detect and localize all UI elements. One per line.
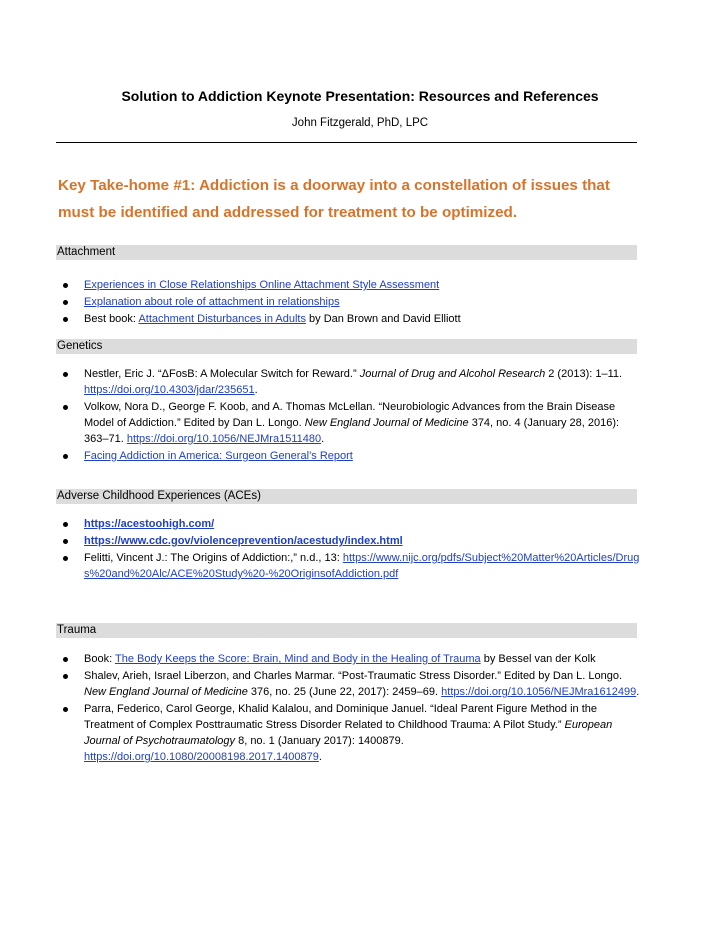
best-book-suffix: by Dan Brown and David Elliott	[305, 313, 461, 325]
aces-list	[56, 516, 640, 583]
list-item	[56, 277, 640, 293]
list-item	[56, 448, 640, 464]
trauma-list	[56, 651, 640, 766]
ecr-assessment-link[interactable]: Experiences in Close Relationships Online Attachment Style Assessment	[84, 279, 440, 291]
felitti-pdf-link[interactable]: https://www.nijc.org/pdfs/Subject%20Matter%20Articles/Drugs%20and%20Alc/ACE%20Study%20-%20OriginsofAddiction.pdf	[84, 552, 640, 580]
parra-journal: European Journal of Psychotraumatology	[84, 719, 613, 747]
list-item: Nestler, Eric J. “ΔFosB: A Molecular Switch for Reward.” Journal of Drug and Alcohol Research 2 (2013): 1–11. https://doi.org/10.4303/jdar/235651.	[56, 366, 640, 398]
felitti-citation: Felitti, Vincent J.: The Origins of Addiction:,” n.d., 13:	[84, 552, 343, 564]
attachment-list	[56, 277, 640, 328]
nestler-citation-tail: 2 (2013): 1–11.	[545, 368, 623, 380]
list-item	[56, 550, 640, 582]
shalev-journal: New England Journal of Medicine	[84, 686, 248, 698]
cdc-ace-study-link[interactable]: https://www.cdc.gov/violenceprevention/acestudy/index.html	[84, 535, 403, 547]
nestler-journal: Journal of Drug and Alcohol Research	[359, 368, 546, 380]
nestler-doi-link[interactable]: https://doi.org/10.4303/jdar/235651	[84, 384, 255, 396]
section-heading-trauma: Trauma	[56, 623, 637, 638]
document-title: Solution to Addiction Keynote Presentation: Resources and References	[121, 88, 599, 104]
parra-doi-link[interactable]: https://doi.org/10.1080/20008198.2017.1400879	[84, 751, 319, 763]
trauma-book-suffix: by Bessel van der Kolk	[480, 653, 596, 665]
list-item	[56, 516, 640, 532]
trauma-book-prefix: Book:	[84, 653, 115, 665]
nestler-citation: Nestler, Eric J. “ΔFosB: A Molecular Switch for Reward.”	[84, 368, 360, 380]
volkow-citation: Volkow, Nora D., George F. Koob, and A. Thomas McLellan. “Neurobiologic Advances from the Brain Disease Model of Addiction.” Edited by Dan L. Longo.	[84, 401, 616, 429]
list-item	[56, 294, 640, 310]
section-heading-attachment: Attachment	[56, 245, 637, 260]
volkow-doi-link[interactable]: https://doi.org/10.1056/NEJMra1511480	[126, 433, 322, 445]
shalev-citation: Shalev, Arieh, Israel Liberzon, and Charles Marmar. “Post-Traumatic Stress Disorder.” Edited by Dan L. Longo.	[84, 670, 623, 682]
list-item	[56, 651, 640, 667]
surgeon-general-report-link[interactable]: Facing Addiction in America: Surgeon General’s Report	[84, 450, 353, 462]
takehome-heading: Key Take-home #1: Addiction is a doorway into a constellation of issues that must be identified and addressed for treatment to be optimized.	[58, 177, 610, 221]
parra-citation: Parra, Federico, Carol George, Khalid Kalalou, and Dominique Januel. “Ideal Parent Figure Method in the Treatment of Complex Posttraumatic Stress Disorder Related to Childhood Trauma: A Pilot Study.”	[84, 703, 598, 731]
list-item: Volkow, Nora D., George F. Koob, and A. Thomas McLellan. “Neurobiologic Advances from the Brain Disease Model of Addiction.” Edited by Dan L. Longo. New England Journal of Medicine 374, no. 4 (January 28, 2016): 363–71. https://doi.org/10.1056/NEJMra1511480.	[56, 399, 640, 447]
parra-citation-tail: 8, no. 1 (January 2017): 1400879.	[235, 735, 404, 747]
list-item: Parra, Federico, Carol George, Khalid Kalalou, and Dominique Januel. “Ideal Parent Figure Method in the Treatment of Complex Posttraumatic Stress Disorder Related to Childhood Trauma: A Pilot Study.” European Journal of Psychotraumatology 8, no. 1 (January 2017): 1400879. https://doi.org/10.1080/20008198.2017.1400879.	[56, 701, 640, 765]
acestoohigh-link[interactable]: https://acestoohigh.com/	[84, 518, 215, 530]
volkow-journal: New England Journal of Medicine	[304, 417, 469, 429]
section-heading-genetics: Genetics	[56, 339, 637, 354]
best-book-prefix: Best book:	[84, 313, 139, 325]
attachment-book-link[interactable]: Attachment Disturbances in Adults	[138, 313, 306, 325]
body-keeps-score-link[interactable]: The Body Keeps the Score: Brain, Mind and Body in the Healing of Trauma	[115, 653, 481, 665]
attachment-explanation-link[interactable]: Explanation about role of attachment in relationships	[84, 296, 340, 308]
shalev-doi-link[interactable]: https://doi.org/10.1056/NEJMra1612499	[441, 686, 637, 698]
volkow-citation-tail: 374, no. 4 (January 28, 2016): 363–71.	[84, 417, 620, 445]
section-heading-aces: Adverse Childhood Experiences (ACEs)	[56, 489, 637, 504]
shalev-citation-tail: 376, no. 25 (June 22, 2017): 2459–69.	[247, 686, 442, 698]
list-item: Shalev, Arieh, Israel Liberzon, and Charles Marmar. “Post-Traumatic Stress Disorder.” Edited by Dan L. Longo. New England Journal of Medicine 376, no. 25 (June 22, 2017): 2459–69. https://doi.org/10.1056/NEJMra1612499.	[56, 668, 640, 700]
document-author: John Fitzgerald, PhD, LPC	[291, 117, 429, 129]
genetics-list	[56, 366, 640, 465]
list-item	[56, 311, 640, 327]
header-divider	[56, 142, 637, 143]
list-item	[56, 533, 640, 549]
